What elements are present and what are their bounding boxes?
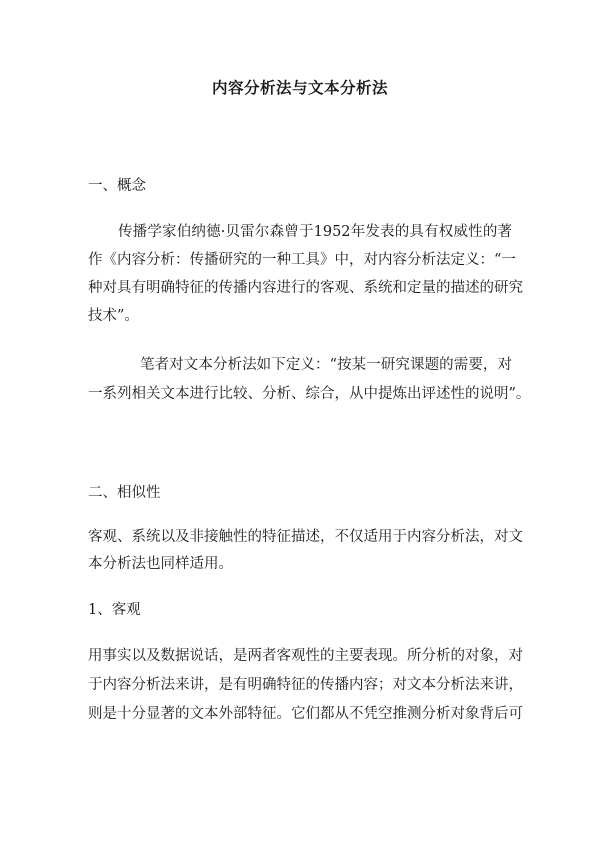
section-heading-similarity: 二、相似性	[88, 485, 161, 501]
paragraph-line: 则是十分显著的文本外部特征。它们都从不凭空推测分析对象背后可	[88, 706, 523, 722]
paragraph-line: 传播学家伯纳德·贝雷尔森曾于1952年发表的具有权威性的著	[118, 224, 512, 240]
document-title: 内容分析法与文本分析法	[211, 79, 388, 97]
paragraph-line: 客观、系统以及非接触性的特征描述，不仅适用于内容分析法，对文	[88, 529, 523, 545]
subheading-objective: 1、客观	[88, 602, 141, 618]
paragraph-line: 一系列相关文本进行比较、分析、综合，从中提炼出评述性的说明”。	[88, 386, 531, 402]
paragraph-line: 笔者对文本分析法如下定义：“按某一研究课题的需要，对	[140, 357, 512, 373]
paragraph-line: 于内容分析法来讲，是有明确特征的传播内容；对文本分析法来讲，	[88, 677, 523, 693]
paragraph-line: 种对具有明确特征的传播内容进行的客观、系统和定量的描述的研究	[88, 280, 523, 296]
section-heading-concept: 一、概念	[88, 178, 146, 194]
paragraph-line: 作《内容分析：传播研究的一种工具》中，对内容分析法定义：“一	[88, 252, 516, 268]
paragraph-line: 用事实以及数据说话，是两者客观性的主要表现。所分析的对象，对	[88, 648, 523, 664]
paragraph-line: 技术”。	[88, 308, 139, 324]
paragraph-line: 本分析法也同样适用。	[88, 556, 233, 572]
